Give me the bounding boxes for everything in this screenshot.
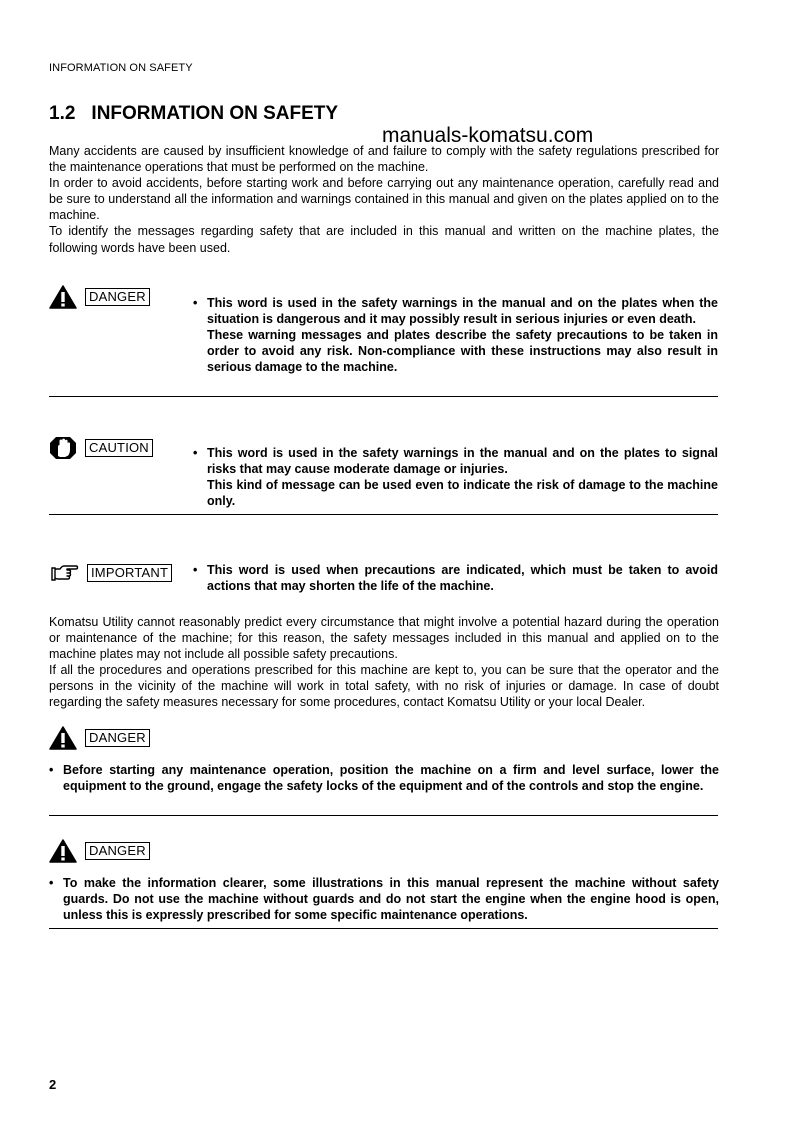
signal-danger-description — [193, 295, 718, 375]
danger-text: Before starting any maintenance operation, position the machine on a firm and level surface, lower the equipment to the ground, engage the safety locks of the equipment and of the controls and stop the engine. — [63, 763, 719, 794]
divider — [49, 815, 718, 816]
bullet: • — [193, 563, 198, 577]
description-line: This word is used in the safety warnings in the manual and on the plates to signal risks that may cause moderate damage or injuries. — [207, 446, 718, 477]
running-header: INFORMATION ON SAFETY — [49, 62, 193, 74]
danger-message — [49, 762, 719, 794]
danger-label: DANGER — [85, 288, 150, 306]
body-text — [49, 614, 719, 711]
section-title-text: INFORMATION ON SAFETY — [91, 103, 339, 124]
bullet: • — [193, 446, 198, 460]
danger-header — [49, 839, 150, 863]
bullet: • — [193, 296, 198, 310]
page-number: 2 — [49, 1077, 57, 1092]
description-line: These warning messages and plates describe the safety precautions to be taken in order to avoid any risk. Non-compliance with these instructions may also result in serious damage to the machine. — [207, 328, 718, 375]
intro-paragraph: In order to avoid accidents, before starting work and before carrying out any maintenance operation, carefully read and be sure to understand all the information and warnings contained in this manual and given on the plates applied on to the machine. — [49, 176, 719, 223]
body-paragraph: Komatsu Utility cannot reasonably predict every circumstance that might involve a potential hazard during the operation or maintenance of the machine; for this reason, the safety messages included in this manual and applied on to the machine plates may not include all possible safety precautions. — [49, 615, 719, 662]
stop-hand-icon — [49, 436, 77, 460]
warning-triangle-icon — [49, 839, 77, 863]
danger-text: To make the information clearer, some illustrations in this manual represent the machine without safety guards. Do not use the machine without guards and do not start the engine when the engine hood is open, unless this is expressly prescribed for some specific maintenance operations. — [63, 876, 719, 923]
signal-important-label — [49, 561, 172, 585]
intro-paragraph: Many accidents are caused by insufficient knowledge of and failure to comply with the safety regulations prescribed for the maintenance operations that must be performed on the machine. — [49, 144, 719, 175]
warning-triangle-icon — [49, 285, 77, 309]
danger-header — [49, 726, 150, 750]
divider — [49, 396, 718, 397]
signal-caution-label — [49, 436, 153, 460]
warning-triangle-icon — [49, 726, 77, 750]
description-line: This word is used in the safety warnings in the manual and on the plates when the situation is dangerous and it may possibly result in serious injuries or even death. — [207, 296, 718, 327]
description-line: This kind of message can be used even to indicate the risk of damage to the machine only. — [207, 478, 718, 509]
signal-important-description — [193, 562, 718, 594]
danger-message — [49, 875, 719, 923]
divider — [49, 514, 718, 515]
signal-danger-label — [49, 285, 150, 309]
pointing-hand-icon — [49, 561, 79, 585]
section-title — [49, 103, 338, 125]
danger-label: DANGER — [85, 842, 150, 860]
section-number: 1.2 — [49, 103, 76, 124]
intro-paragraph: To identify the messages regarding safety that are included in this manual and written on the machine plates, the following words have been used. — [49, 224, 719, 255]
bullet: • — [49, 763, 54, 777]
important-label: IMPORTANT — [87, 564, 172, 582]
description-line: This word is used when precautions are indicated, which must be taken to avoid actions that may shorten the life of the machine. — [207, 563, 718, 594]
intro-text — [49, 143, 719, 256]
body-paragraph: If all the procedures and operations prescribed for this machine are kept to, you can be sure that the operator and the persons in the vicinity of the machine will work in total safety, with no risk of injuries or damage. In case of doubt regarding the safety measures necessary for some procedures, contact Komatsu Utility or your local Dealer. — [49, 663, 719, 710]
signal-caution-description — [193, 445, 718, 509]
watermark: manuals-komatsu.com — [382, 124, 594, 147]
divider — [49, 928, 718, 929]
bullet: • — [49, 876, 54, 890]
danger-label: DANGER — [85, 729, 150, 747]
caution-label: CAUTION — [85, 439, 153, 457]
